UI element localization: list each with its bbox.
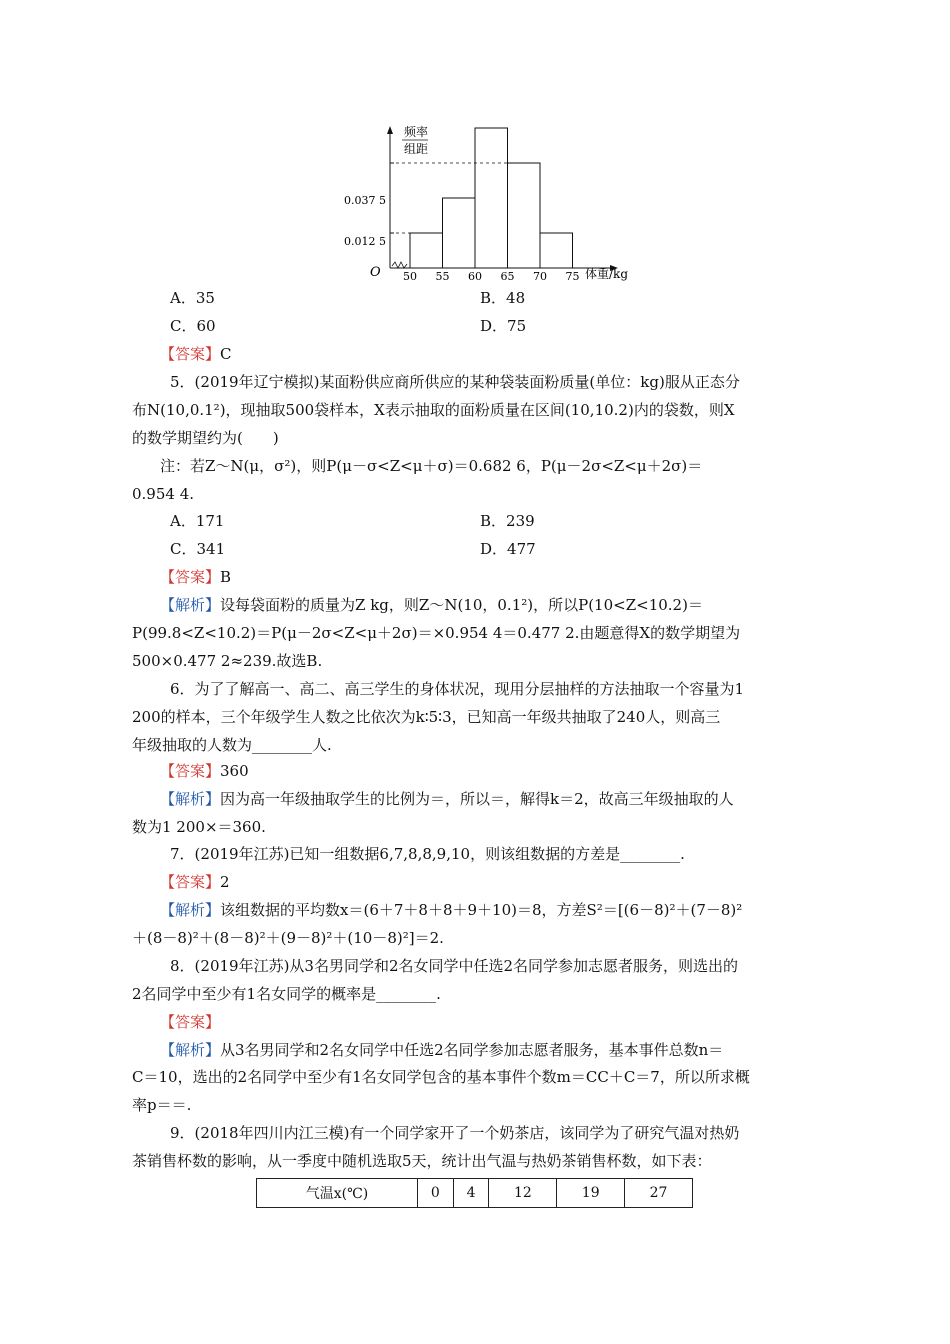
table-cell: 27 [625, 1179, 693, 1208]
q6-answer-value: 360 [220, 762, 249, 780]
q5-option-a: A．171 [170, 512, 225, 530]
q7-analysis1 [160, 899, 860, 921]
q6-analysis1 [160, 788, 860, 810]
histogram-bar [410, 233, 443, 268]
q5-analysis2: P(99.8<Z<10.2)＝P(μ－2σ<Z<μ＋2σ)＝×0.954 4＝0.477 2.由题意得X的数学期望为 [132, 624, 741, 642]
q9-line2: 茶销售杯数的影响，从一季度中随机选取5天，统计出气温与热奶茶销售杯数，如下表： [132, 1152, 712, 1170]
q8-analysis3: 率p＝＝. [132, 1096, 192, 1114]
analysis-tag: 【解析】 [160, 1041, 221, 1059]
histogram-bar [475, 128, 508, 268]
q5-line1: 5．(2019年辽宁模拟)某面粉供应商所供应的某种袋装面粉质量(单位：kg)服从正态分 [170, 373, 740, 391]
table-cell: 12 [489, 1179, 557, 1208]
q7-answer [160, 871, 860, 893]
q6-analysis2: 数为1 200×＝360. [132, 818, 266, 836]
y-tick-low: 0.012 5 [344, 235, 386, 248]
answer-tag: 【答案】 [160, 873, 221, 891]
q5-note2: 0.954 4. [132, 485, 195, 503]
x-tick-label: 55 [435, 270, 450, 283]
histogram-bar [443, 198, 476, 268]
q8-answer [160, 1011, 860, 1033]
q5-line2: 布N(10,0.1²)，现抽取500袋样本，X表示抽取的面粉质量在区间(10,10.2)内的袋数，则X [132, 401, 735, 419]
x-tick-label: 75 [565, 270, 580, 283]
temperature-table-grid [256, 1178, 693, 1208]
y-tick-high: 0.037 5 [344, 194, 386, 207]
q5-analysis1-text: 设每袋面粉的质量为Z kg，则Z～N(10，0.1²)，所以P(10<Z<10.2)＝ [220, 596, 703, 614]
answer-tag: 【答案】 [160, 1013, 221, 1031]
q6-answer [160, 760, 860, 782]
q9-line1: 9．(2018年四川内江三模)有一个同学家开了一个奶茶店，该同学为了研究气温对热奶 [170, 1124, 740, 1142]
q6-line1: 6．为了了解高一、高二、高三学生的身体状况，现用分层抽样的方法抽取一个容量为1 [170, 680, 745, 698]
histogram-bar [508, 163, 541, 268]
q8-line1: 8．(2019年江苏)从3名男同学和2名女同学中任选2名同学参加志愿者服务，则选出的 [170, 957, 739, 975]
x-tick-label: 50 [403, 270, 417, 283]
answer-tag: 【答案】 [160, 568, 221, 586]
q4-answer [160, 343, 860, 365]
origin-label: O [370, 265, 381, 280]
analysis-tag: 【解析】 [160, 790, 221, 808]
analysis-tag: 【解析】 [160, 596, 221, 614]
q8-analysis2: C＝10，选出的2名同学中至少有1名女同学包含的基本事件个数m＝CC＋C＝7，所以所求概 [132, 1068, 750, 1086]
q4-option-d: D．75 [480, 317, 527, 335]
x-tick-label: 65 [500, 270, 515, 283]
q4-option-c: C．60 [170, 317, 216, 335]
y-label-line1: 频率 [404, 125, 429, 139]
table-cell: 4 [453, 1179, 489, 1208]
histogram-svg [340, 120, 640, 285]
q5-answer [160, 566, 860, 588]
x-tick-label: 70 [533, 270, 547, 283]
q8-analysis1-text: 从3名男同学和2名女同学中任选2名同学参加志愿者服务，基本事件总数n＝ [220, 1041, 724, 1059]
temperature-table [256, 1178, 693, 1208]
table-cell: 19 [557, 1179, 625, 1208]
q5-analysis3: 500×0.477 2≈239.故选B. [132, 652, 323, 670]
q6-analysis1-text: 因为高一年级抽取学生的比例为＝，所以＝，解得k＝2，故高三年级抽取的人 [220, 790, 734, 808]
y-axis-arrow [387, 126, 393, 134]
q5-line3: 的数学期望约为( ) [132, 429, 279, 447]
x-axis-label: 体重/kg [585, 267, 628, 281]
q5-answer-value: B [220, 568, 232, 586]
q7-analysis1-text: 该组数据的平均数x＝(6＋7＋8＋8＋9＋10)＝8，方差S²＝[(6－8)²＋(7－8)² [220, 901, 743, 919]
q5-analysis1 [160, 594, 860, 616]
y-label-line2: 组距 [404, 142, 429, 156]
x-tick-label: 60 [468, 270, 482, 283]
q4-answer-value: C [220, 345, 232, 363]
histogram-bar [540, 233, 573, 268]
histogram [340, 120, 640, 285]
axis-break-icon [392, 262, 407, 268]
q5-note1: 注：若Z～N(μ，σ²)，则P(μ－σ<Z<μ＋σ)＝0.682 6，P(μ－2σ<Z<μ＋2σ)＝ [160, 457, 703, 475]
q4-option-a: A．35 [170, 289, 215, 307]
table-cell: 0 [418, 1179, 454, 1208]
q7-analysis2: ＋(8－8)²＋(8－8)²＋(9－8)²＋(10－8)²]＝2. [132, 929, 444, 947]
q8-line2: 2名同学中至少有1名女同学的概率是________. [132, 985, 441, 1003]
q5-option-b: B．239 [480, 512, 535, 530]
q5-option-c: C．341 [170, 540, 226, 558]
q8-analysis1 [160, 1039, 860, 1061]
q4-option-b: B．48 [480, 289, 526, 307]
q5-option-d: D．477 [480, 540, 536, 558]
table-header-cell: 气温x(℃) [257, 1179, 418, 1208]
answer-tag: 【答案】 [160, 345, 221, 363]
analysis-tag: 【解析】 [160, 901, 221, 919]
table-row [257, 1179, 693, 1208]
q7-line1: 7．(2019年江苏)已知一组数据6,7,8,8,9,10，则该组数据的方差是________. [170, 845, 685, 863]
q6-line2: 200的样本，三个年级学生人数之比依次为k∶5∶3，已知高一年级共抽取了240人，则高三 [132, 708, 721, 726]
q7-answer-value: 2 [220, 873, 230, 891]
answer-tag: 【答案】 [160, 762, 221, 780]
q6-line3: 年级抽取的人数为________人. [132, 736, 332, 754]
